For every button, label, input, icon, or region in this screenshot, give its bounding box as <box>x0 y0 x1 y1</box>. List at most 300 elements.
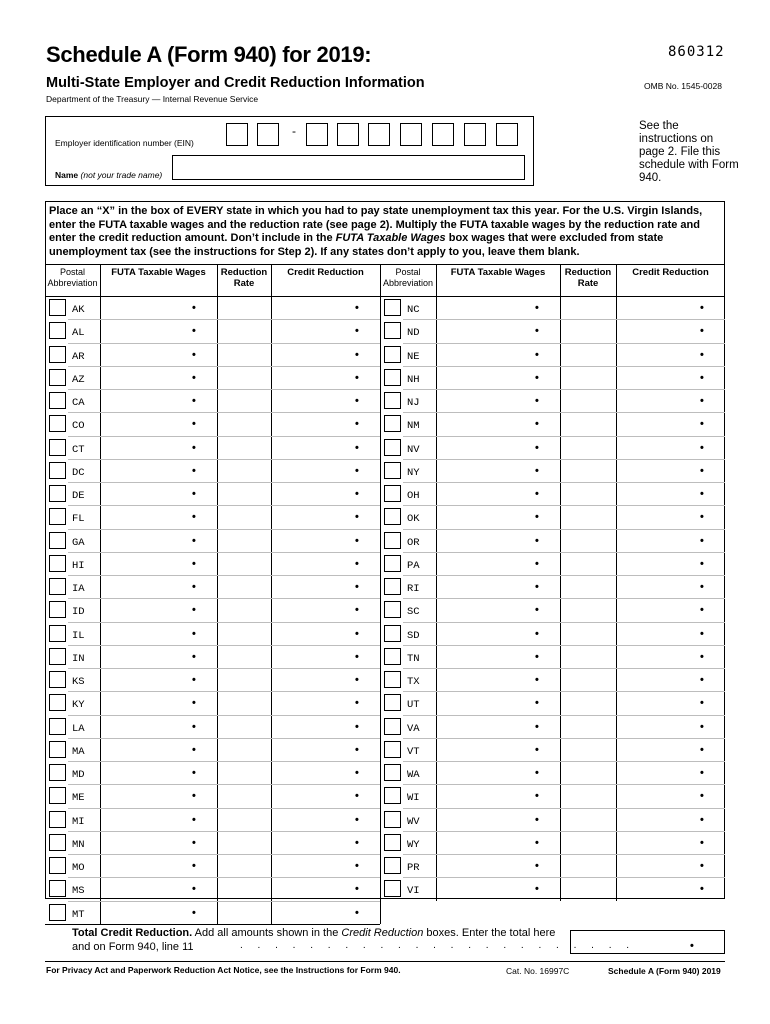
decimal-mark: • <box>700 627 704 640</box>
state-checkbox-mo[interactable] <box>49 857 66 874</box>
credit-reduction-field[interactable] <box>273 624 378 643</box>
futa-wages-field[interactable] <box>438 531 558 550</box>
reduction-rate-field[interactable] <box>219 786 269 805</box>
reduction-rate-field[interactable] <box>562 833 614 852</box>
decimal-mark: • <box>535 395 539 407</box>
credit-reduction-field[interactable] <box>273 298 378 317</box>
row-rule <box>68 412 380 413</box>
futa-wages-field[interactable] <box>438 438 558 457</box>
reduction-rate-field[interactable] <box>219 368 269 387</box>
state-checkbox-wa[interactable] <box>384 764 401 781</box>
decimal-mark: • <box>700 720 704 733</box>
credit-reduction-field[interactable] <box>273 670 378 689</box>
state-checkbox-nm[interactable] <box>384 415 401 432</box>
row-rule <box>403 738 725 739</box>
decimal-mark: • <box>355 697 359 710</box>
column-header-rate: Reduction Rate <box>220 267 268 289</box>
decimal-mark: • <box>700 697 704 710</box>
state-checkbox-mi[interactable] <box>49 811 66 828</box>
state-label-ma: MA <box>72 745 85 758</box>
credit-reduction-field[interactable] <box>273 717 378 736</box>
state-checkbox-in[interactable] <box>49 648 66 665</box>
futa-wages-field[interactable] <box>102 438 215 457</box>
credit-reduction-field[interactable] <box>273 321 378 340</box>
credit-reduction-field[interactable] <box>618 391 723 410</box>
reduction-rate-field[interactable] <box>562 600 614 619</box>
credit-reduction-field[interactable] <box>273 391 378 410</box>
ein-digit-box[interactable] <box>496 123 518 146</box>
decimal-mark: • <box>192 627 196 640</box>
futa-wages-field[interactable] <box>438 856 558 875</box>
state-label-va: VA <box>407 722 420 735</box>
reduction-rate-field[interactable] <box>219 856 269 875</box>
row-rule <box>68 319 380 320</box>
state-label-wv: WV <box>407 815 420 828</box>
reduction-rate-field[interactable] <box>562 345 614 364</box>
futa-wages-field[interactable] <box>438 507 558 526</box>
credit-reduction-field[interactable] <box>618 345 723 364</box>
credit-reduction-field[interactable] <box>618 647 723 666</box>
state-label-in: IN <box>72 652 85 665</box>
state-checkbox-wv[interactable] <box>384 811 401 828</box>
reduction-rate-field[interactable] <box>219 391 269 410</box>
reduction-rate-field[interactable] <box>219 763 269 782</box>
reduction-rate-field[interactable] <box>219 833 269 852</box>
decimal-mark: • <box>355 302 359 314</box>
reduction-rate-field[interactable] <box>219 507 269 526</box>
futa-wages-field[interactable] <box>102 763 215 782</box>
decimal-mark: • <box>535 883 539 896</box>
futa-wages-field[interactable] <box>438 577 558 596</box>
column-rule <box>217 264 218 924</box>
credit-reduction-field[interactable] <box>618 600 723 619</box>
credit-reduction-field[interactable] <box>273 740 378 759</box>
state-label-nv: NV <box>407 443 420 456</box>
futa-wages-field[interactable] <box>102 577 215 596</box>
decimal-mark: • <box>355 534 359 547</box>
credit-reduction-field[interactable] <box>273 461 378 480</box>
reduction-rate-field[interactable] <box>562 507 614 526</box>
futa-wages-field[interactable] <box>438 833 558 852</box>
futa-wages-field[interactable] <box>438 461 558 480</box>
credit-reduction-field[interactable] <box>618 786 723 805</box>
futa-wages-field[interactable] <box>438 554 558 573</box>
reduction-rate-field[interactable] <box>562 693 614 712</box>
decimal-mark: • <box>355 418 359 431</box>
ein-digit-box[interactable] <box>257 123 279 146</box>
credit-reduction-field[interactable] <box>273 345 378 364</box>
credit-reduction-field[interactable] <box>618 810 723 829</box>
futa-wages-field[interactable] <box>102 856 215 875</box>
reduction-rate-field[interactable] <box>562 577 614 596</box>
state-checkbox-wi[interactable] <box>384 787 401 804</box>
futa-wages-field[interactable] <box>102 554 215 573</box>
reduction-rate-field[interactable] <box>562 879 614 898</box>
decimal-mark: • <box>535 302 539 314</box>
futa-wages-field[interactable] <box>102 903 215 922</box>
decimal-mark: • <box>700 883 704 896</box>
futa-wages-field[interactable] <box>102 600 215 619</box>
decimal-mark: • <box>355 371 359 384</box>
row-rule <box>403 529 725 530</box>
row-rule <box>403 575 725 576</box>
name-label-text: Name <box>55 170 79 180</box>
decimal-mark: • <box>355 441 359 454</box>
state-checkbox-ny[interactable] <box>384 462 401 479</box>
state-checkbox-tn[interactable] <box>384 648 401 665</box>
reduction-rate-field[interactable] <box>219 879 269 898</box>
decimal-mark: • <box>700 534 704 547</box>
row-rule <box>403 505 725 506</box>
futa-wages-field[interactable] <box>102 693 215 712</box>
state-checkbox-wy[interactable] <box>384 834 401 851</box>
state-checkbox-ri[interactable] <box>384 578 401 595</box>
credit-reduction-field[interactable] <box>273 763 378 782</box>
catalog-number: Cat. No. 16997C <box>506 966 570 976</box>
credit-reduction-field[interactable] <box>273 647 378 666</box>
reduction-rate-field[interactable] <box>219 670 269 689</box>
reduction-rate-field[interactable] <box>219 647 269 666</box>
credit-reduction-field[interactable] <box>273 600 378 619</box>
name-label <box>55 170 162 180</box>
futa-wages-field[interactable] <box>102 740 215 759</box>
form-title: Schedule A (Form 940) for 2019: <box>46 42 372 67</box>
state-checkbox-ct[interactable] <box>49 439 66 456</box>
credit-reduction-field[interactable] <box>273 693 378 712</box>
state-checkbox-me[interactable] <box>49 787 66 804</box>
reduction-rate-field[interactable] <box>562 647 614 666</box>
state-checkbox-nc[interactable] <box>384 299 401 316</box>
row-rule <box>68 598 380 599</box>
reduction-rate-field[interactable] <box>219 717 269 736</box>
credit-reduction-field[interactable] <box>618 693 723 712</box>
reduction-rate-field[interactable] <box>219 554 269 573</box>
decimal-mark: • <box>535 860 539 872</box>
credit-reduction-field[interactable] <box>618 856 723 875</box>
state-checkbox-tx[interactable] <box>384 671 401 688</box>
credit-reduction-field[interactable] <box>273 438 378 457</box>
reduction-rate-field[interactable] <box>562 740 614 759</box>
total-decimal-mark: • <box>690 940 694 952</box>
futa-wages-field[interactable] <box>102 484 215 503</box>
state-checkbox-ak[interactable] <box>49 299 66 316</box>
futa-wages-field[interactable] <box>438 484 558 503</box>
row-rule <box>403 808 725 809</box>
decimal-mark: • <box>355 674 359 686</box>
credit-reduction-field[interactable] <box>618 414 723 433</box>
futa-wages-field[interactable] <box>438 321 558 340</box>
column-header-postal: Postal Abbreviation <box>382 267 434 288</box>
reduction-rate-field[interactable] <box>219 461 269 480</box>
state-checkbox-hi[interactable] <box>49 555 66 572</box>
reduction-rate-field[interactable] <box>219 531 269 550</box>
credit-reduction-field[interactable] <box>618 624 723 643</box>
instructions-part1: Place an “X” in the box of EVERY state in which you had to pay state unemployment tax this year. For the U.S. Virgin Islands, enter the FUTA taxable wages and the reduction rate (see page 2). Multiply the FUTA taxable wages by the reduction rate and enter the credit reduction amount. Don’t include in the <box>49 205 703 245</box>
decimal-mark: • <box>700 302 704 314</box>
row-rule <box>68 622 380 623</box>
name-label-note: (not your trade name) <box>80 170 163 180</box>
reduction-rate-field[interactable] <box>219 810 269 829</box>
state-label-co: CO <box>72 420 85 433</box>
decimal-mark: • <box>535 836 539 849</box>
reduction-rate-field[interactable] <box>219 624 269 643</box>
decimal-mark: • <box>535 418 539 431</box>
futa-wages-field[interactable] <box>102 461 215 480</box>
reduction-rate-field[interactable] <box>219 577 269 596</box>
state-checkbox-nd[interactable] <box>384 322 401 339</box>
credit-reduction-field[interactable] <box>273 507 378 526</box>
credit-reduction-field[interactable] <box>618 740 723 759</box>
credit-reduction-field[interactable] <box>273 531 378 550</box>
reduction-rate-field[interactable] <box>219 321 269 340</box>
reduction-rate-field[interactable] <box>219 484 269 503</box>
futa-wages-field[interactable] <box>438 717 558 736</box>
decimal-mark: • <box>355 325 359 338</box>
futa-wages-field[interactable] <box>438 600 558 619</box>
futa-wages-field[interactable] <box>102 298 215 317</box>
row-rule <box>68 575 380 576</box>
futa-wages-field[interactable] <box>102 786 215 805</box>
state-checkbox-va[interactable] <box>384 718 401 735</box>
futa-wages-field[interactable] <box>102 879 215 898</box>
futa-wages-field[interactable] <box>438 786 558 805</box>
reduction-rate-field[interactable] <box>562 321 614 340</box>
credit-reduction-field[interactable] <box>618 763 723 782</box>
credit-reduction-field[interactable] <box>618 484 723 503</box>
credit-reduction-field[interactable] <box>618 879 723 898</box>
reduction-rate-field[interactable] <box>562 624 614 643</box>
futa-wages-field[interactable] <box>438 368 558 387</box>
futa-wages-field[interactable] <box>102 414 215 433</box>
reduction-rate-field[interactable] <box>219 740 269 759</box>
futa-wages-field[interactable] <box>102 368 215 387</box>
decimal-mark: • <box>355 511 359 524</box>
state-checkbox-az[interactable] <box>49 369 66 386</box>
row-rule <box>403 366 725 367</box>
reduction-rate-field[interactable] <box>562 298 614 317</box>
state-checkbox-mt[interactable] <box>49 904 66 921</box>
credit-reduction-field[interactable] <box>618 298 723 317</box>
state-checkbox-id[interactable] <box>49 601 66 618</box>
credit-reduction-field[interactable] <box>618 554 723 573</box>
credit-reduction-field[interactable] <box>618 321 723 340</box>
state-checkbox-oh[interactable] <box>384 485 401 502</box>
state-checkbox-de[interactable] <box>49 485 66 502</box>
decimal-mark: • <box>700 371 704 384</box>
state-checkbox-md[interactable] <box>49 764 66 781</box>
state-checkbox-la[interactable] <box>49 718 66 735</box>
futa-wages-field[interactable] <box>102 531 215 550</box>
futa-wages-field[interactable] <box>102 810 215 829</box>
reduction-rate-field[interactable] <box>219 693 269 712</box>
state-checkbox-ok[interactable] <box>384 508 401 525</box>
credit-reduction-field[interactable] <box>618 438 723 457</box>
reduction-rate-field[interactable] <box>219 438 269 457</box>
futa-wages-field[interactable] <box>102 624 215 643</box>
state-checkbox-ca[interactable] <box>49 392 66 409</box>
futa-wages-field[interactable] <box>102 507 215 526</box>
reduction-rate-field[interactable] <box>562 554 614 573</box>
state-checkbox-ky[interactable] <box>49 694 66 711</box>
reduction-rate-field[interactable] <box>562 391 614 410</box>
credit-reduction-field[interactable] <box>273 577 378 596</box>
reduction-rate-field[interactable] <box>562 717 614 736</box>
credit-reduction-field[interactable] <box>273 786 378 805</box>
state-checkbox-ut[interactable] <box>384 694 401 711</box>
state-label-ca: CA <box>72 397 85 409</box>
reduction-rate-field[interactable] <box>562 438 614 457</box>
futa-wages-field[interactable] <box>438 670 558 689</box>
state-checkbox-ga[interactable] <box>49 532 66 549</box>
state-checkbox-sc[interactable] <box>384 601 401 618</box>
state-checkbox-ar[interactable] <box>49 346 66 363</box>
credit-reduction-field[interactable] <box>273 368 378 387</box>
credit-reduction-field[interactable] <box>273 903 378 922</box>
futa-wages-field[interactable] <box>438 414 558 433</box>
reduction-rate-field[interactable] <box>562 461 614 480</box>
ein-digit-box[interactable] <box>226 123 248 146</box>
row-rule <box>68 715 380 716</box>
state-checkbox-ma[interactable] <box>49 741 66 758</box>
reduction-rate-field[interactable] <box>562 414 614 433</box>
state-checkbox-pr[interactable] <box>384 857 401 874</box>
futa-wages-field[interactable] <box>438 763 558 782</box>
credit-reduction-field[interactable] <box>618 531 723 550</box>
decimal-mark: • <box>192 348 196 361</box>
name-field[interactable] <box>172 155 525 180</box>
decimal-mark: • <box>355 720 359 733</box>
state-label-sc: SC <box>407 606 420 619</box>
state-label-dc: DC <box>72 466 85 479</box>
ein-digit-box[interactable] <box>306 123 328 146</box>
reduction-rate-field[interactable] <box>562 786 614 805</box>
state-checkbox-pa[interactable] <box>384 555 401 572</box>
reduction-rate-field[interactable] <box>562 856 614 875</box>
reduction-rate-field[interactable] <box>562 670 614 689</box>
state-checkbox-vi[interactable] <box>384 880 401 897</box>
futa-wages-field[interactable] <box>438 298 558 317</box>
reduction-rate-field[interactable] <box>562 763 614 782</box>
reduction-rate-field[interactable] <box>219 903 269 922</box>
futa-wages-field[interactable] <box>102 670 215 689</box>
credit-reduction-field[interactable] <box>273 833 378 852</box>
decimal-mark: • <box>535 371 539 384</box>
state-checkbox-sd[interactable] <box>384 625 401 642</box>
futa-wages-field[interactable] <box>438 740 558 759</box>
column-rule <box>436 264 437 901</box>
state-checkbox-ms[interactable] <box>49 880 66 897</box>
row-rule <box>68 482 380 483</box>
futa-wages-field[interactable] <box>438 624 558 643</box>
credit-reduction-field[interactable] <box>618 717 723 736</box>
state-label-nh: NH <box>407 373 420 386</box>
credit-reduction-field[interactable] <box>618 833 723 852</box>
instructions-part2: box wages that were excluded from state unemployment tax (see the instructions for Step 2). If any states don’t apply to you, leave them blank. <box>49 232 664 259</box>
state-checkbox-mn[interactable] <box>49 834 66 851</box>
state-label-me: ME <box>72 792 85 805</box>
state-label-nd: ND <box>407 327 420 340</box>
reduction-rate-field[interactable] <box>562 484 614 503</box>
state-checkbox-ne[interactable] <box>384 346 401 363</box>
state-checkbox-al[interactable] <box>49 322 66 339</box>
total-label-emph: Credit Reduction <box>341 927 424 939</box>
futa-wages-field[interactable] <box>102 391 215 410</box>
credit-reduction-field[interactable] <box>273 484 378 503</box>
decimal-mark: • <box>700 418 704 431</box>
state-label-mi: MI <box>72 815 85 828</box>
state-checkbox-ks[interactable] <box>49 671 66 688</box>
decimal-mark: • <box>700 650 704 663</box>
state-checkbox-nh[interactable] <box>384 369 401 386</box>
futa-wages-field[interactable] <box>102 833 215 852</box>
row-rule <box>68 436 380 437</box>
reduction-rate-field[interactable] <box>219 414 269 433</box>
futa-wages-field[interactable] <box>102 717 215 736</box>
credit-reduction-field[interactable] <box>273 810 378 829</box>
ein-digit-box[interactable] <box>432 123 454 146</box>
state-checkbox-or[interactable] <box>384 532 401 549</box>
futa-wages-field[interactable] <box>438 810 558 829</box>
futa-wages-field[interactable] <box>102 321 215 340</box>
state-checkbox-nj[interactable] <box>384 392 401 409</box>
total-credit-field[interactable] <box>570 930 725 954</box>
state-label-pa: PA <box>407 559 420 572</box>
omb-number: OMB No. 1545-0028 <box>644 81 722 91</box>
credit-reduction-field[interactable] <box>618 670 723 689</box>
reduction-rate-field[interactable] <box>219 600 269 619</box>
futa-wages-field[interactable] <box>438 879 558 898</box>
decimal-mark: • <box>192 790 196 803</box>
futa-wages-field[interactable] <box>438 345 558 364</box>
futa-wages-field[interactable] <box>438 391 558 410</box>
reduction-rate-field[interactable] <box>562 810 614 829</box>
state-checkbox-fl[interactable] <box>49 508 66 525</box>
credit-reduction-field[interactable] <box>618 368 723 387</box>
state-label-vi: VI <box>407 885 420 898</box>
state-label-wa: WA <box>407 769 420 781</box>
state-checkbox-nv[interactable] <box>384 439 401 456</box>
credit-reduction-field[interactable] <box>273 554 378 573</box>
ein-digit-box[interactable] <box>337 123 359 146</box>
decimal-mark: • <box>535 650 539 663</box>
credit-reduction-field[interactable] <box>273 856 378 875</box>
credit-reduction-field[interactable] <box>618 507 723 526</box>
state-checkbox-il[interactable] <box>49 625 66 642</box>
state-checkbox-vt[interactable] <box>384 741 401 758</box>
state-checkbox-ia[interactable] <box>49 578 66 595</box>
decimal-mark: • <box>192 441 196 454</box>
ein-digit-box[interactable] <box>368 123 390 146</box>
decimal-mark: • <box>700 441 704 454</box>
credit-reduction-field[interactable] <box>273 879 378 898</box>
decimal-mark: • <box>535 697 539 710</box>
reduction-rate-field[interactable] <box>219 298 269 317</box>
futa-wages-field[interactable] <box>438 647 558 666</box>
futa-wages-field[interactable] <box>438 693 558 712</box>
credit-reduction-field[interactable] <box>273 414 378 433</box>
ein-digit-box[interactable] <box>400 123 422 146</box>
futa-wages-field[interactable] <box>102 345 215 364</box>
reduction-rate-field[interactable] <box>562 531 614 550</box>
credit-reduction-field[interactable] <box>618 577 723 596</box>
ein-digit-box[interactable] <box>464 123 486 146</box>
state-checkbox-co[interactable] <box>49 415 66 432</box>
reduction-rate-field[interactable] <box>219 345 269 364</box>
futa-wages-field[interactable] <box>102 647 215 666</box>
credit-reduction-field[interactable] <box>618 461 723 480</box>
reduction-rate-field[interactable] <box>562 368 614 387</box>
state-checkbox-dc[interactable] <box>49 462 66 479</box>
